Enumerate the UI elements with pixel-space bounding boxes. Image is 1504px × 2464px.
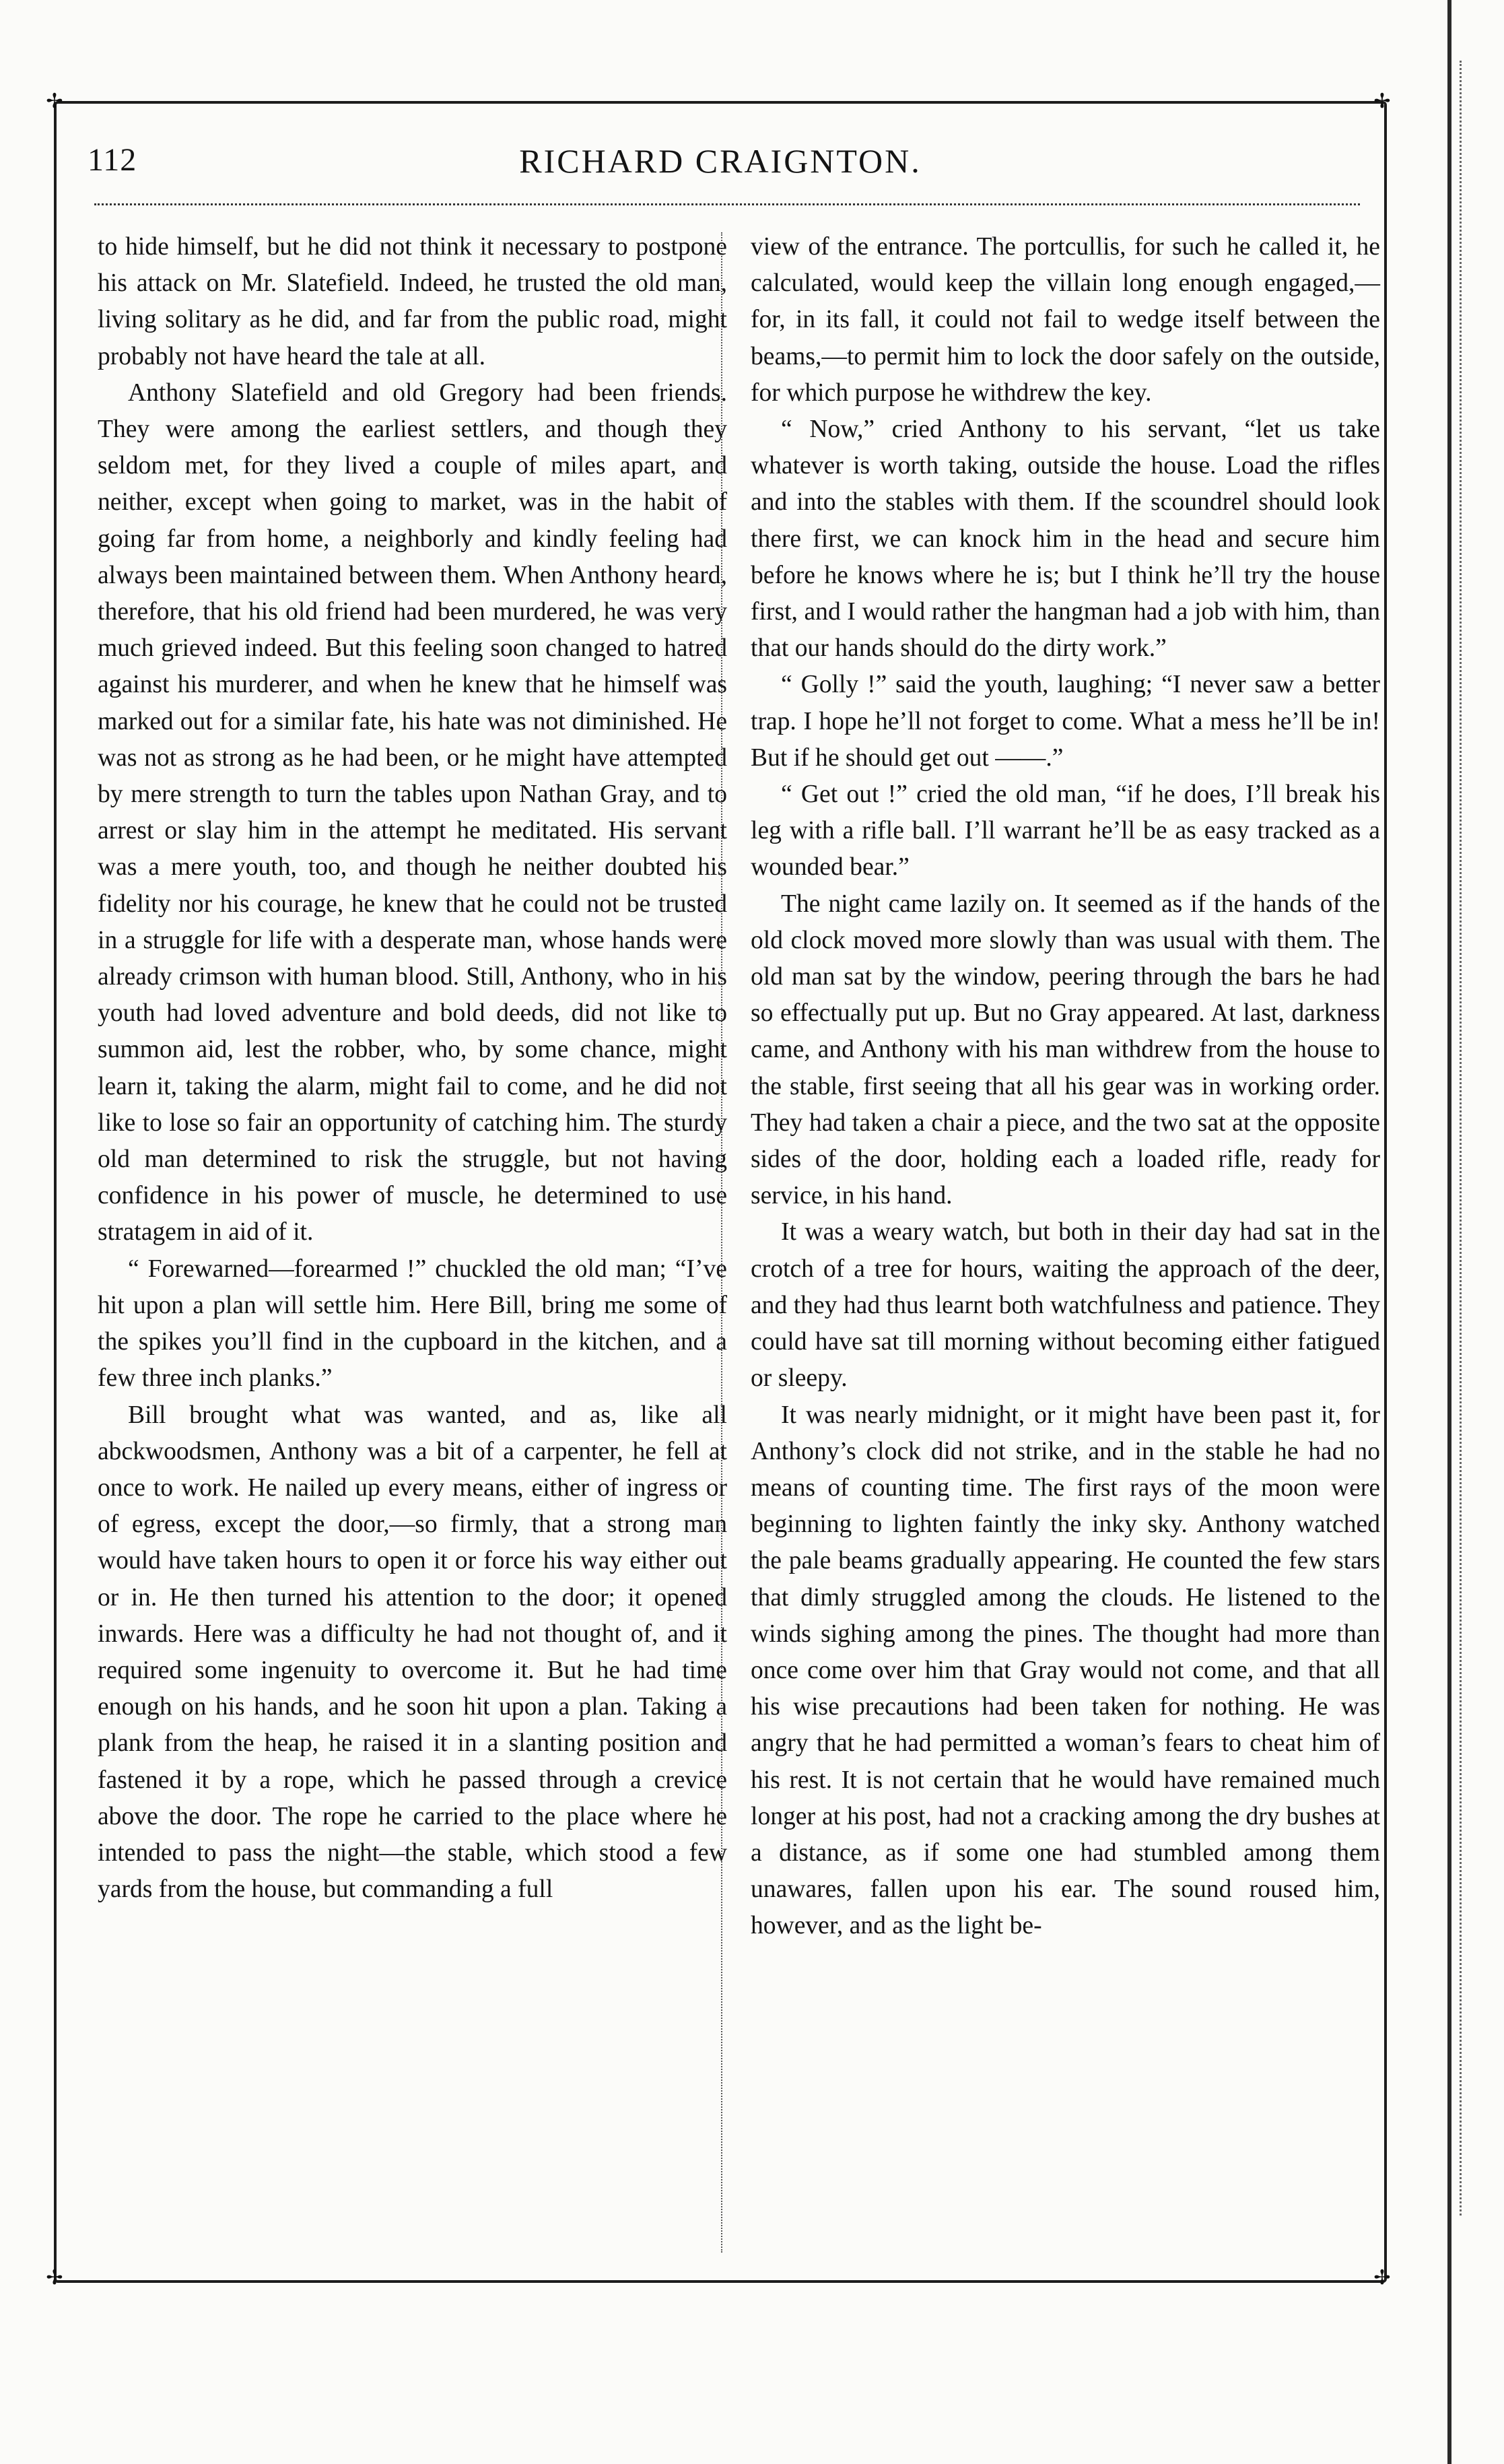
text-column-left xyxy=(98,229,727,2263)
paragraph: The night came lazily on. It seemed as if the hands of the old clock moved more slowly than was usual with them. The old man sat by the window, peering through the bars he had so effectually put up. But no Gray appeared. At last, darkness came, and Anthony with his man withdrew from the house to the stable, first seeing that all his gear was in working order. They had taken a chair a piece, and the two sat at the opposite sides of the door, holding each a loaded rifle, ready for service, in his hand. xyxy=(751,890,1380,1210)
paragraph: Anthony Slatefield and old Gregory had been friends. They were among the earliest settlers, and though they seldom met, for they lived a couple of miles apart, and neither, except when going to market, was in the habit of going far from home, a neighborly and kindly feeling had always been maintained between them. When Anthony heard, therefore, that his old friend had been murdered, he was very much grieved indeed. But this feeling soon changed to hatred against his murderer, and when he knew that he himself was marked out for a similar fate, his hate was not diminished. He was not as strong as he had been, or he might have attempted by mere strength to turn the tables upon Nathan Gray, and to arrest or slay him in the attempt he meditated. His servant was a mere youth, too, and though he neither doubted his fidelity nor his courage, he knew that he could not be trusted in a struggle for life with a desperate man, whose hands were already crimson with human blood. Still, Anthony, who in his youth had loved adventure and bold deeds, did not like to summon aid, lest the robber, who, by some chance, might learn it, taking the alarm, might fail to come, and he did not like to lose so fair an opportunity of catching him. The sturdy old man determined to risk the struggle, but not having confidence in his power of muscle, he determined to use stratagem in aid of it. xyxy=(98,378,727,1246)
paragraph: It was nearly midnight, or it might have been past it, for Anthony’s clock did not strike, and in the stable he had no means of counting time. The first rays of the moon were beginning to lighten faintly the inky sky. Anthony watched the pale beams gradually appearing. He counted the few stars that dimly struggled among the clouds. He listened to the winds sighing among the pines. The thought had more than once come over him that Gray would not come, and that all his wise precautions had been taken for nothing. He was angry that he had permitted a woman’s fears to cheat him of his rest. It is not certain that he would have remained much longer at his post, had not a cracking among the dry bushes at a distance, as if some one had stumbled among them unawares, fallen upon his ear. The sound roused him, however, and as the light be- xyxy=(751,1401,1380,1940)
paragraph: It was a weary watch, but both in their day had sat in the crotch of a tree for hours, waiting the approach of the deer, and they had thus learnt both watchfulness and patience. They could have sat till morning without becoming either fatigued or sleepy. xyxy=(751,1218,1380,1393)
paragraph: “ Now,” cried Anthony to his servant, “let us take whatever is worth taking, outside the house. Load the rifles and into the stables with them. If the scoundrel should look there first, we can knock him in the head and secure him before he knows where he is; but I think he’ll try the house first, and I would rather the hangman had a job with him, than that our hands should do the dirty work.” xyxy=(751,415,1380,663)
header-rule xyxy=(94,197,1360,205)
paragraph: view of the entrance. The portcullis, for such he called it, he calculated, would keep the villain long enough engaged,—for, in its fall, it could not fail to wedge itself between the beams,—to permit him to lock the door safely on the outside, for which purpose he withdrew the key. xyxy=(751,233,1380,407)
paragraph: to hide himself, but he did not think it necessary to postpone his attack on Mr. Slatefield. Indeed, he trusted the old man, living solitary as he did, and far from the public road, might probably not have heard the tale at all. xyxy=(98,233,727,370)
paragraph: Bill brought what was wanted, and as, like all abckwoodsmen, Anthony was a bit of a carpenter, he fell at once to work. He nailed up every means, either of ingress or of egress, except the door,—so firmly, that a strong man would have taken hours to open it or force his way either out or in. He then turned his attention to the door; it opened inwards. Here was a difficulty he had not thought of, and it required some ingenuity to overcome it. But he had time enough on his hands, and he soon hit upon a plan. Taking a plank from the heap, he raised it in a slanting position and fastened it by a rope, which he passed through a crevice above the door. The rope he carried to the place where he intended to pass the night—the stable, which stood a few yards from the house, but commanding a full xyxy=(98,1401,727,1904)
corner-ornament-icon: ✢ xyxy=(1373,90,1391,112)
paragraph: “ Golly !” said the youth, laughing; “I never saw a better trap. I hope he’ll not forget to come. What a mess he’ll be in! But if he should get out ——.” xyxy=(751,671,1380,772)
page-number: 112 xyxy=(88,142,137,178)
paragraph: “ Get out !” cried the old man, “if he does, I’ll break his leg with a rifle ball. I’ll warrant he’ll be as easy tracked as a wounded bear.” xyxy=(751,780,1380,881)
scan-edge-border xyxy=(1460,61,1482,2216)
corner-ornament-icon: ✢ xyxy=(46,90,63,112)
scan-edge-bar xyxy=(1447,0,1451,2464)
corner-ornament-icon: ✢ xyxy=(46,2267,63,2289)
page-header xyxy=(88,141,1353,195)
running-title: RICHARD CRAIGNTON. xyxy=(519,142,922,180)
paragraph: “ Forewarned—forearmed !” chuckled the old man; “I’ve hit upon a plan will settle him. Here Bill, bring me some of the spikes you’ll find in the cupboard in the kitchen, and a few three inch planks.” xyxy=(98,1255,727,1393)
corner-ornament-icon: ✢ xyxy=(1373,2267,1391,2289)
text-column-right xyxy=(751,229,1380,2263)
